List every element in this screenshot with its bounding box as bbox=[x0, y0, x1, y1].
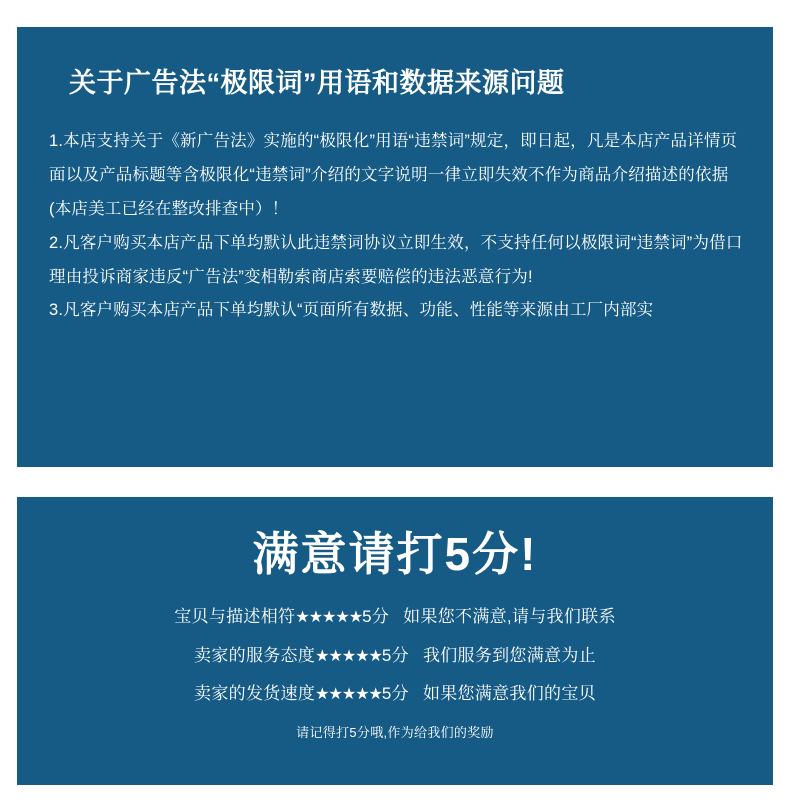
legal-paragraph-2: 2.凡客户购买本店产品下单均默认此违禁词协议立即生效，不支持任何以极限词“违禁词”为借口理由投诉商家违反“广告法”变相勒索商店索要赔偿的违法恶意行为! bbox=[49, 233, 743, 286]
rating-row-note: 我们服务到您满意为止 bbox=[422, 645, 596, 665]
rating-title: 满意请打5分! bbox=[252, 528, 538, 580]
rating-row-label: 卖家的发货速度 bbox=[194, 684, 316, 704]
rating-row bbox=[17, 645, 773, 668]
rating-row-score: 5分 bbox=[381, 684, 409, 704]
advertising-law-notice-panel bbox=[17, 27, 773, 467]
rating-row bbox=[17, 683, 773, 706]
rating-footer-note: 请记得打5分哦,作为给我们的奖励 bbox=[296, 725, 494, 741]
rating-row-label: 卖家的服务态度 bbox=[194, 645, 316, 665]
rating-request-panel bbox=[17, 497, 773, 785]
star-icon-group: ★★★★★ bbox=[315, 686, 382, 704]
rating-row-note: 如果您满意我们的宝贝 bbox=[422, 684, 596, 704]
page-title: 关于广告法“极限词”用语和数据来源问题 bbox=[69, 68, 565, 98]
rating-row bbox=[17, 606, 773, 629]
legal-paragraph-1: 1.本店支持关于《新广告法》实施的“极限化”用语“违禁词”规定，即日起，凡是本店产品详情页面以及产品标题等含极限化“违禁词”介绍的文字说明一律立即失效不作为商品介绍描述的依据(本店美工已经在整改排查中）！ bbox=[49, 132, 738, 219]
legal-paragraph-3: 3.凡客户购买本店产品下单均默认“页面所有数据、功能、性能等来源由工厂内部实 bbox=[49, 301, 654, 320]
rating-row-label: 宝贝与描述相符 bbox=[174, 606, 296, 626]
rating-row-score: 5分 bbox=[362, 606, 390, 626]
star-icon-group: ★★★★★ bbox=[295, 608, 363, 626]
rating-row-note: 如果您不满意,请与我们联系 bbox=[403, 606, 616, 626]
star-icon-group: ★★★★★ bbox=[315, 647, 382, 665]
legal-notice-body bbox=[49, 125, 743, 328]
rating-row-score: 5分 bbox=[381, 645, 409, 665]
